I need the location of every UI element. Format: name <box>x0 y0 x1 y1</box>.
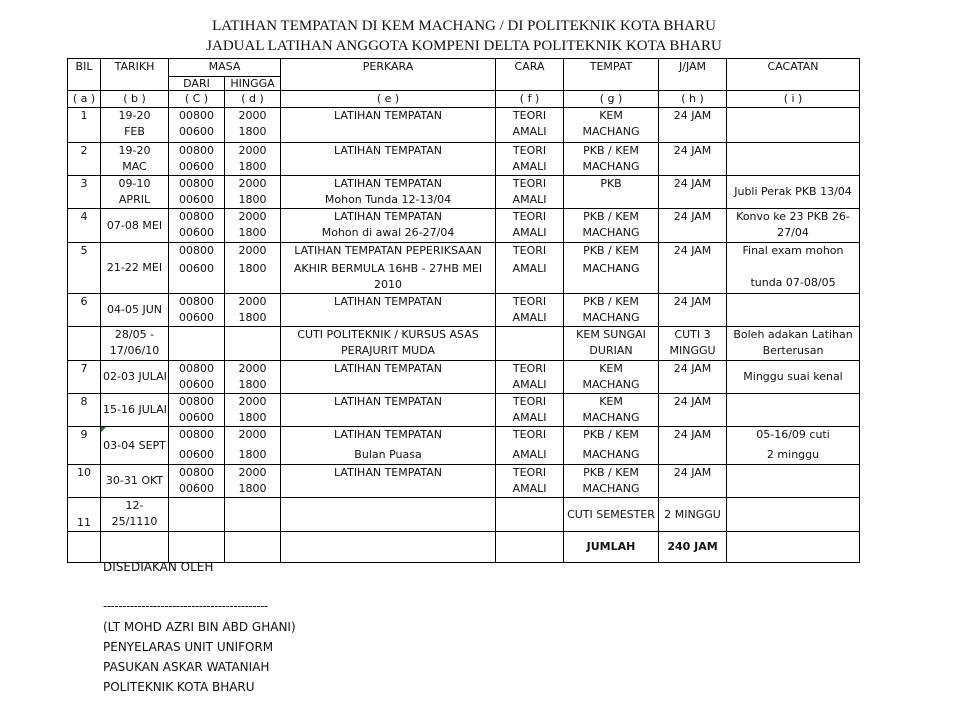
cell-catatan: Konvo ke 23 PKB 26-27/04 <box>727 209 860 243</box>
cell-tempat: PKB / KEM MACHANG <box>564 294 659 327</box>
cell-tarikh: 04-05 JUN <box>101 294 169 327</box>
cell-tarikh: 07-08 MEI <box>101 209 169 243</box>
cell-catatan <box>727 108 860 143</box>
cell-jam: 24 JAM <box>659 427 727 465</box>
cell-hingga: 2000 1800 <box>225 108 281 143</box>
cell-perkara: LATIHAN TEMPATAN <box>281 465 496 498</box>
cell-dari: 00800 00600 <box>169 465 225 498</box>
document-title: LATIHAN TEMPATAN DI KEM MACHANG / DI POLITEKNIK KOTA BHARU <box>212 18 716 34</box>
header-tempat: TEMPAT <box>564 59 659 91</box>
cell-catatan: Boleh adakan Latihan Berterusan <box>727 327 860 361</box>
cell-cara: TEORI AMALI <box>496 243 564 294</box>
table-row <box>68 108 860 143</box>
code-b: ( b ) <box>101 91 169 108</box>
cell-catatan: 05-16/09 cuti 2 minggu <box>727 427 860 465</box>
cell-perkara: LATIHAN TEMPATAN <box>281 294 496 327</box>
cell-cara <box>496 498 564 532</box>
header-tarikh: TARIKH <box>101 59 169 91</box>
cell-perkara: LATIHAN TEMPATAN <box>281 361 496 394</box>
cell-catatan: Minggu suai kenal <box>727 361 860 394</box>
cell-dari <box>169 498 225 532</box>
table-row <box>68 498 860 532</box>
cell-tempat: KEM SUNGAI DURIAN <box>564 327 659 361</box>
cell-bil: 11 <box>68 498 101 532</box>
cell-jam: CUTI 3 MINGGU <box>659 327 727 361</box>
cell-bil: 4 <box>68 209 101 243</box>
cell-dari <box>169 327 225 361</box>
cell-dari: 00800 00600 <box>169 243 225 294</box>
header-masa: MASA <box>169 59 281 77</box>
header-cara: CARA <box>496 59 564 91</box>
cell-catatan <box>727 465 860 498</box>
cell-tarikh: 21-22 MEI <box>101 243 169 294</box>
cell-dari: 00800 00600 <box>169 143 225 176</box>
cell-catatan <box>727 498 860 532</box>
code-a: ( a ) <box>68 91 101 108</box>
cell-jam: 24 JAM <box>659 108 727 143</box>
cell-bil: 5 <box>68 243 101 294</box>
cell-perkara <box>281 498 496 532</box>
cell-bil: 2 <box>68 143 101 176</box>
table-row <box>68 427 860 465</box>
total-value: 240 JAM <box>659 532 727 563</box>
signature-line: ------------------------------------------- <box>103 599 268 613</box>
code-i: ( i ) <box>727 91 860 108</box>
cell-jam: 24 JAM <box>659 143 727 176</box>
cell-tempat: PKB / KEM MACHANG <box>564 143 659 176</box>
code-row <box>68 91 860 108</box>
cell-perkara: CUTI POLITEKNIK / KURSUS ASAS PERAJURIT MUDA <box>281 327 496 361</box>
document-subtitle: JADUAL LATIHAN ANGGOTA KOMPENI DELTA POLITEKNIK KOTA BHARU <box>206 38 722 54</box>
cell-dari: 00800 00600 <box>169 294 225 327</box>
cell-cara: TEORI AMALI <box>496 294 564 327</box>
header-bil: BIL <box>68 59 101 91</box>
cell-cara <box>496 327 564 361</box>
cell-bil <box>68 327 101 361</box>
cell-perkara: LATIHAN TEMPATAN <box>281 108 496 143</box>
table-row <box>68 143 860 176</box>
cell-jam: 24 JAM <box>659 243 727 294</box>
cell-tempat: PKB / KEM MACHANG <box>564 427 659 465</box>
cell-tarikh: 09-10 APRIL <box>101 176 169 209</box>
cell-tarikh: 30-31 OKT <box>101 465 169 498</box>
cell-bil: 9 <box>68 427 101 465</box>
cell-hingga: 2000 1800 <box>225 427 281 465</box>
table-row <box>68 294 860 327</box>
code-e: ( e ) <box>281 91 496 108</box>
cell-dari: 00800 00600 <box>169 176 225 209</box>
header-hingga: HINGGA <box>225 77 281 91</box>
cell-catatan <box>727 394 860 427</box>
cell-cara: TEORI AMALI <box>496 108 564 143</box>
cell-jam: 24 JAM <box>659 294 727 327</box>
cell-jam: 24 JAM <box>659 176 727 209</box>
signatory-role: PENYELARAS UNIT UNIFORM <box>103 640 274 654</box>
cell-tempat: PKB / KEM MACHANG <box>564 209 659 243</box>
cell-tarikh: 03-04 SEPT <box>101 427 169 465</box>
comment-marker-icon <box>101 427 106 432</box>
cell-tarikh: 28/05 - 17/06/10 <box>101 327 169 361</box>
cell-catatan: Jubli Perak PKB 13/04 <box>727 176 860 209</box>
cell-cara: TEORI AMALI <box>496 143 564 176</box>
cell-jam: 24 JAM <box>659 361 727 394</box>
table-row <box>68 209 860 243</box>
cell-hingga <box>225 327 281 361</box>
cell-hingga: 2000 1800 <box>225 209 281 243</box>
cell-jam: 2 MINGGU <box>659 498 727 532</box>
cell-hingga: 2000 1800 <box>225 294 281 327</box>
code-d: ( d ) <box>225 91 281 108</box>
cell-hingga: 2000 1800 <box>225 143 281 176</box>
cell-jam: 24 JAM <box>659 465 727 498</box>
total-row <box>68 532 860 563</box>
cell-tempat: PKB / KEM MACHANG <box>564 465 659 498</box>
cell-cara: TEORI AMALI <box>496 465 564 498</box>
cell-tarikh: 02-03 JULAI <box>101 361 169 394</box>
cell-tempat: CUTI SEMESTER <box>564 498 659 532</box>
table-row <box>68 465 860 498</box>
cell-cara: TEORI AMALI <box>496 394 564 427</box>
cell-perkara: LATIHAN TEMPATAN Mohon Tunda 12-13/04 <box>281 176 496 209</box>
header-row <box>68 59 860 77</box>
cell-perkara: LATIHAN TEMPATAN Bulan Puasa <box>281 427 496 465</box>
cell-dari: 00800 00600 <box>169 394 225 427</box>
cell-tarikh: 12- 25/1110 <box>101 498 169 532</box>
cell-hingga <box>225 498 281 532</box>
cell-perkara: LATIHAN TEMPATAN <box>281 143 496 176</box>
cell-tempat: KEM MACHANG <box>564 361 659 394</box>
signatory-organization: POLITEKNIK KOTA BHARU <box>103 680 255 694</box>
cell-hingga: 2000 1800 <box>225 394 281 427</box>
cell-catatan <box>727 143 860 176</box>
header-perkara: PERKARA <box>281 59 496 91</box>
cell-cara: TEORI AMALI <box>496 209 564 243</box>
code-c: ( C ) <box>169 91 225 108</box>
header-dari: DARI <box>169 77 225 91</box>
cell-hingga: 2000 1800 <box>225 243 281 294</box>
cell-perkara: LATIHAN TEMPATAN PEPERIKSAAN AKHIR BERMULA 16HB - 27HB MEI 2010 <box>281 243 496 294</box>
table-row <box>68 176 860 209</box>
cell-catatan <box>727 294 860 327</box>
cell-dari: 00800 00600 <box>169 361 225 394</box>
cell-cara: TEORI AMALI <box>496 176 564 209</box>
cell-tempat: PKB <box>564 176 659 209</box>
cell-dari: 00800 00600 <box>169 209 225 243</box>
cell-jam: 24 JAM <box>659 394 727 427</box>
cell-bil: 1 <box>68 108 101 143</box>
cell-bil: 6 <box>68 294 101 327</box>
cell-cara: TEORI AMALI <box>496 427 564 465</box>
cell-tarikh: 19-20 MAC <box>101 143 169 176</box>
signatory-name: (LT MOHD AZRI BIN ABD GHANI) <box>103 620 296 634</box>
cell-cara: TEORI AMALI <box>496 361 564 394</box>
cell-bil: 7 <box>68 361 101 394</box>
cell-bil: 8 <box>68 394 101 427</box>
cell-catatan: Final exam mohon tunda 07-08/05 <box>727 243 860 294</box>
header-jam: J/JAM <box>659 59 727 91</box>
cell-dari: 00800 00600 <box>169 427 225 465</box>
cell-hingga: 2000 1800 <box>225 465 281 498</box>
prepared-by-label: DISEDIAKAN OLEH <box>103 560 214 574</box>
cell-tarikh: 19-20 FEB <box>101 108 169 143</box>
schedule-table <box>67 58 860 563</box>
table-row <box>68 327 860 361</box>
cell-hingga: 2000 1800 <box>225 176 281 209</box>
cell-tarikh: 15-16 JULAI <box>101 394 169 427</box>
table-row <box>68 394 860 427</box>
table-row <box>68 361 860 394</box>
cell-perkara: LATIHAN TEMPATAN <box>281 394 496 427</box>
signatory-unit: PASUKAN ASKAR WATANIAH <box>103 660 270 674</box>
cell-tempat: KEM MACHANG <box>564 108 659 143</box>
cell-jam: 24 JAM <box>659 209 727 243</box>
cell-bil: 10 <box>68 465 101 498</box>
cell-tempat: KEM MACHANG <box>564 394 659 427</box>
code-g: ( g ) <box>564 91 659 108</box>
header-catatan: CACATAN <box>727 59 860 91</box>
code-f: ( f ) <box>496 91 564 108</box>
cell-tempat: PKB / KEM MACHANG <box>564 243 659 294</box>
cell-hingga: 2000 1800 <box>225 361 281 394</box>
table-row <box>68 243 860 294</box>
total-label: JUMLAH <box>564 532 659 563</box>
cell-dari: 00800 00600 <box>169 108 225 143</box>
cell-bil: 3 <box>68 176 101 209</box>
cell-perkara: LATIHAN TEMPATAN Mohon di awal 26-27/04 <box>281 209 496 243</box>
code-h: ( h ) <box>659 91 727 108</box>
